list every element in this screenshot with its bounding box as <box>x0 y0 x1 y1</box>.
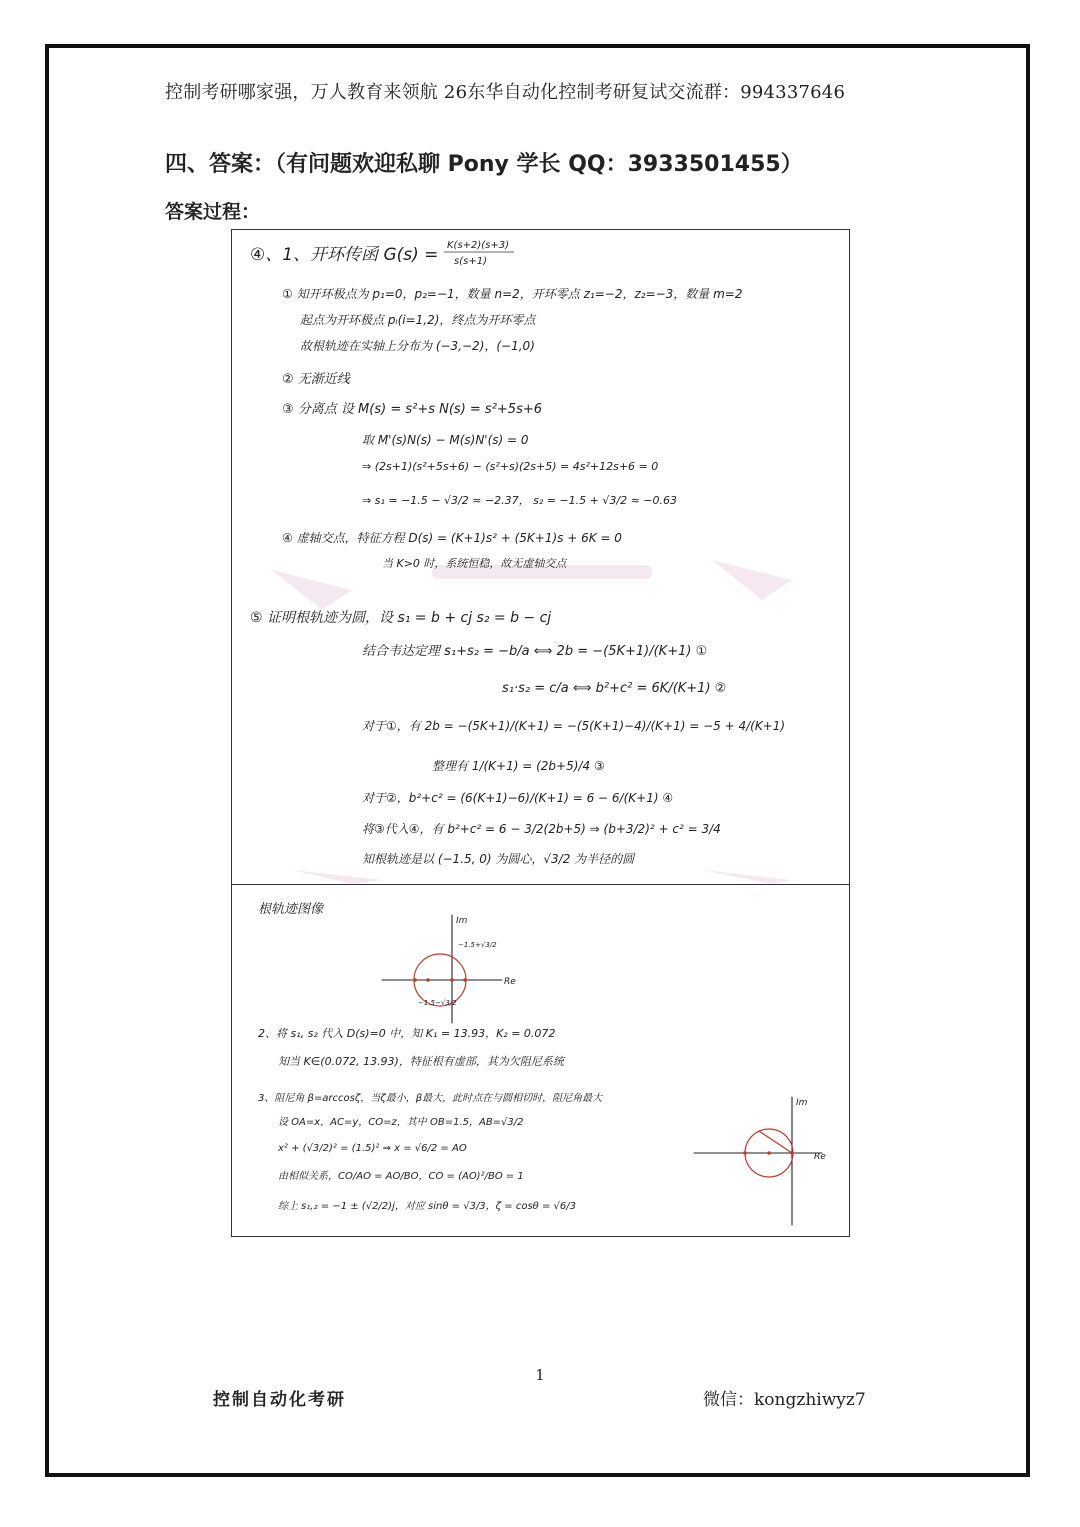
svg-text:整理有 1/(K+1) = (2b+5)/4 ③: 整理有 1/(K+1) = (2b+5)/4 ③ <box>432 759 605 773</box>
handwritten-scan-part-2 <box>231 884 850 1237</box>
svg-text:知当 K∈(0.072, 13.93)，特征根有虚部，其为欠: 知当 K∈(0.072, 13.93)，特征根有虚部，其为欠阻尼系统 <box>278 1055 564 1068</box>
svg-text:② 无渐近线: ② 无渐近线 <box>282 372 350 387</box>
handwritten-scan-part-1 <box>231 229 850 885</box>
svg-text:取 M'(s)N(s) − M(s)N'(s) = 0: 取 M'(s)N(s) − M(s)N'(s) = 0 <box>362 433 529 447</box>
svg-text:⇒ (2s+1)(s²+5s+6) − (s²+s)(2s+: ⇒ (2s+1)(s²+5s+6) − (s²+s)(2s+5) = 4s²+12s+6 = 0 <box>362 460 659 473</box>
footer-left-brand: 控制自动化考研 <box>213 1390 346 1410</box>
svg-text:结合韦达定理 s₁+s₂ = −b/a ⟺ 2b = −(: 结合韦达定理 s₁+s₂ = −b/a ⟺ 2b = −(5K+1)/(K+1) ① <box>362 644 708 659</box>
footer-wechat-contact: 微信：kongzhiwyz7 <box>703 1390 866 1410</box>
svg-text:对于②，b²+c² = (6(K+1)−6)/(K+1) =: 对于②，b²+c² = (6(K+1)−6)/(K+1) = 6 − 6/(K+1) ④ <box>362 791 674 805</box>
handwritten-scan-image-2 <box>232 885 849 1236</box>
page-number: 1 <box>535 1366 545 1384</box>
svg-text:Re: Re <box>504 977 516 987</box>
svg-text:x² + (√3/2)² = (1.5)² ⇒ x = √6: x² + (√3/2)² = (1.5)² ⇒ x = √6/2 = AO <box>278 1143 467 1154</box>
answer-process-label: 答案过程： <box>165 201 261 223</box>
svg-text:s(s+1): s(s+1) <box>454 256 487 267</box>
svg-text:Im: Im <box>796 1098 808 1108</box>
svg-text:3、阻尼角 β=arccosζ，当ζ最小，β最大，此时点在与: 3、阻尼角 β=arccosζ，当ζ最小，β最大，此时点在与圆相切时，阻尼角最大 <box>258 1093 603 1104</box>
svg-text:⇒ s₁ = −1.5 − √3/2 ≈ −2.37， s: ⇒ s₁ = −1.5 − √3/2 ≈ −2.37， s₂ = −1.5 + √3/2 ≈ −0.63 <box>362 494 678 507</box>
svg-text:K(s+2)(s+3): K(s+2)(s+3) <box>447 240 510 251</box>
section-title: 四、答案：（有问题欢迎私聊 Pony 学长 QQ：3933501455） <box>165 152 803 177</box>
svg-text:综上 s₁,₂ = −1 ± (√2/2)j，对应 sinθ: 综上 s₁,₂ = −1 ± (√2/2)j，对应 sinθ = √3/3，ζ = cosθ = √6/3 <box>278 1201 576 1212</box>
svg-text:⑤ 证明根轨迹为圆，设 s₁ = b + cj s₂ =: ⑤ 证明根轨迹为圆，设 s₁ = b + cj s₂ = b − cj <box>250 610 552 626</box>
svg-text:−1.5+√3/2: −1.5+√3/2 <box>458 941 497 949</box>
svg-text:① 知开环极点为 p₁=0，p₂=−1，数量 n=2，开环零: ① 知开环极点为 p₁=0，p₂=−1，数量 n=2，开环零点 z₁=−2，z₂=−3，数量 m=2 <box>282 287 743 301</box>
svg-text:2、将 s₁, s₂ 代入 D(s)=0 中，知 K₁ =: 2、将 s₁, s₂ 代入 D(s)=0 中，知 K₁ = 13.93，K₂ = 0.072 <box>258 1027 556 1040</box>
svg-text:对于①，有 2b = −(5K+1)/(K+1) = −(5: 对于①，有 2b = −(5K+1)/(K+1) = −(5(K+1)−4)/(K+1) = −5 + 4/(K+1) <box>362 719 786 733</box>
svg-text:③ 分离点 设 M(s) = s²+s N(: ③ 分离点 设 M(s) = s²+s N(s) = s²+5s+6 <box>282 402 543 417</box>
svg-text:Im: Im <box>456 916 468 926</box>
handwritten-scan-image-1 <box>232 230 849 884</box>
svg-text:−1.5−√3/2: −1.5−√3/2 <box>418 999 457 1007</box>
svg-text:将③代入④，有 b²+c² = 6 − 3/2(2b+5): 将③代入④，有 b²+c² = 6 − 3/2(2b+5) ⇒ (b+3/2)² + c² = 3/4 <box>362 822 721 836</box>
svg-text:④、1、开环传函 G(s) =: ④、1、开环传函 G(s) = <box>250 245 439 265</box>
svg-text:知根轨迹是以 (−1.5, 0) 为圆心，√3/2 为半径的: 知根轨迹是以 (−1.5, 0) 为圆心，√3/2 为半径的圆 <box>362 852 635 866</box>
svg-text:由相似关系，CO/AO = AO/BO，CO = (AO)²: 由相似关系，CO/AO = AO/BO，CO = (AO)²/BO = 1 <box>278 1171 524 1182</box>
svg-text:当 K>0 时，系统恒稳，故无虚轴交点: 当 K>0 时，系统恒稳，故无虚轴交点 <box>382 557 567 570</box>
svg-text:设 OA=x，AC=y，CO=z，其中 OB=1.5，AB=: 设 OA=x，AC=y，CO=z，其中 OB=1.5，AB=√3/2 <box>278 1117 524 1128</box>
svg-text:④ 虚轴交点，特征方程 D(s) = (K+1)s² + (: ④ 虚轴交点，特征方程 D(s) = (K+1)s² + (5K+1)s + 6K = 0 <box>282 531 622 545</box>
svg-text:根轨迹图像: 根轨迹图像 <box>258 902 324 917</box>
svg-text:s₁·s₂ = c/a ⟺ b²+c² = 6K/(K+1): s₁·s₂ = c/a ⟺ b²+c² = 6K/(K+1) ② <box>502 681 727 696</box>
svg-text:故根轨迹在实轴上分布为 (−3,−2)，(−1,0): 故根轨迹在实轴上分布为 (−3,−2)，(−1,0) <box>300 339 535 353</box>
svg-text:Re: Re <box>814 1152 826 1162</box>
svg-text:起点为开环极点 pᵢ(i=1,2)，终点为开环零点: 起点为开环极点 pᵢ(i=1,2)，终点为开环零点 <box>300 313 536 327</box>
header-promo-line: 控制考研哪家强，万人教育来领航 26东华自动化控制考研复试交流群：994337646 <box>165 82 846 103</box>
